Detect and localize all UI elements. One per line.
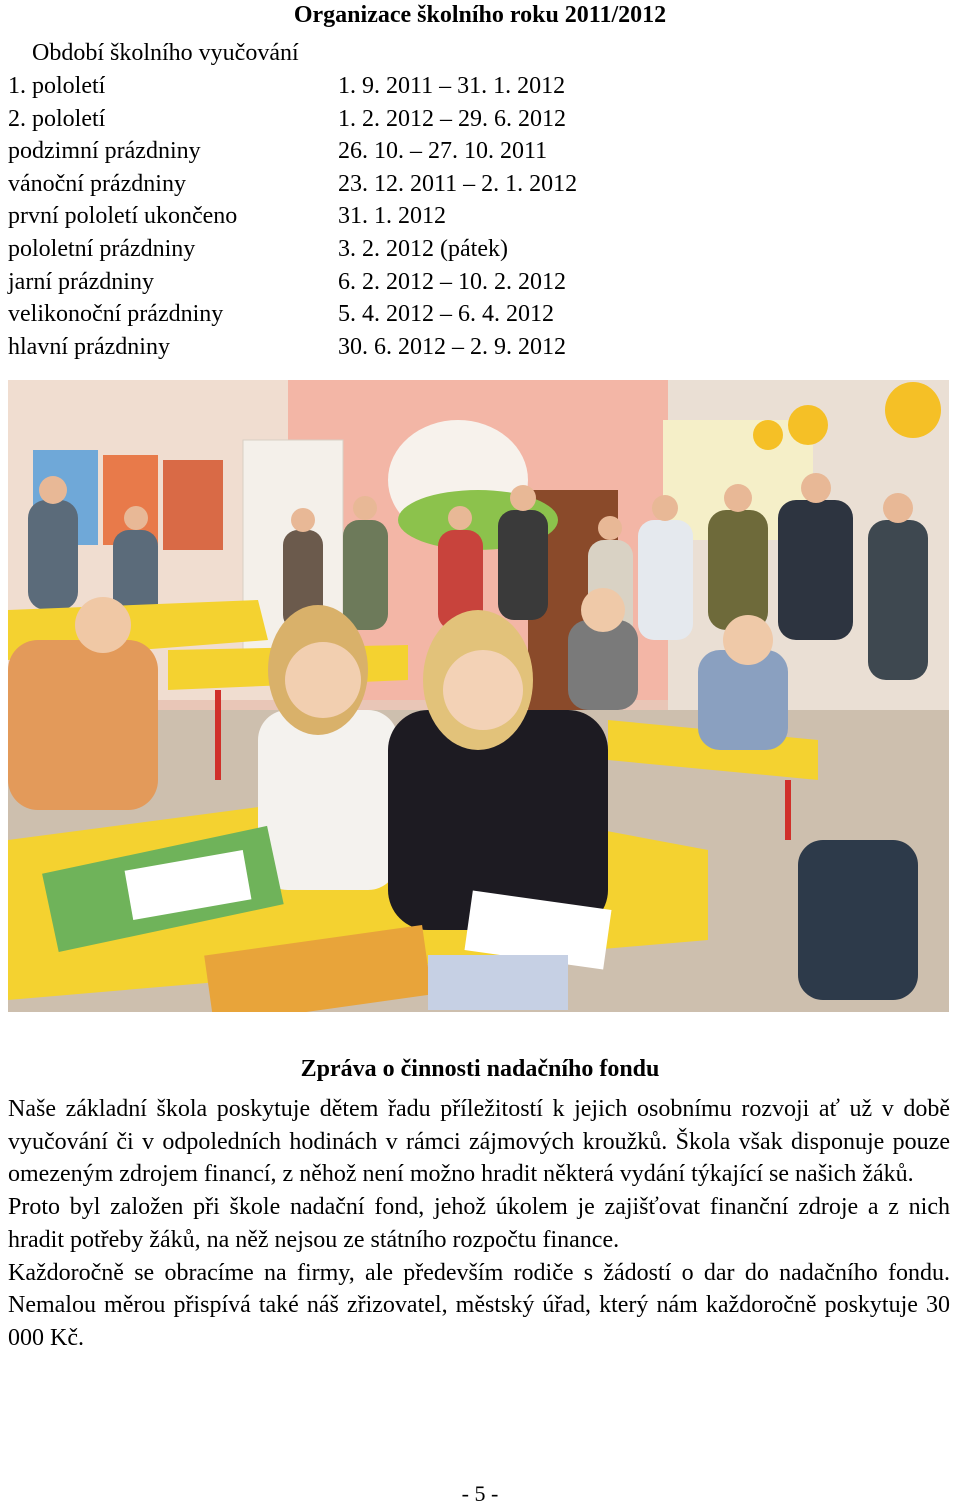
paragraph: Naše základní škola poskytuje dětem řadu příležitostí k jejich osobnímu rozvoji ať už v době vyučování či v odpoledních hodinách v rámci zájmových kroužků. Škola však disponuje pouze omezeným zdrojem financí, z něhož není možno hradit některá vydání týkající se našich žáků. — [8, 1096, 950, 1188]
schedule-row: pololetní prázdniny 3. 2. 2012 (pátek) — [8, 235, 508, 262]
schedule-table — [8, 70, 708, 363]
schedule-row: jarní prázdniny 6. 2. 2012 – 10. 2. 2012 — [8, 268, 566, 295]
schedule-row: první pololetí ukončeno 31. 1. 2012 — [8, 203, 446, 230]
schedule-row: 2. pololetí 1. 2. 2012 – 29. 6. 2012 — [8, 105, 566, 132]
fund-heading: Zpráva o činnosti nadačního fondu — [300, 1056, 660, 1082]
schedule-row: vánoční prázdniny 23. 12. 2011 – 2. 1. 2012 — [8, 170, 578, 197]
schedule-row: 1. pololetí 1. 9. 2011 – 31. 1. 2012 — [8, 73, 566, 99]
page-title: Organizace školního roku 2011/2012 — [293, 2, 667, 28]
fund-text — [8, 1093, 950, 1355]
schedule-row: podzimní prázdniny 26. 10. – 27. 10. 2011 — [8, 138, 548, 165]
schedule-row: hlavní prázdniny 30. 6. 2012 – 2. 9. 2012 — [8, 333, 566, 360]
paragraph: Každoročně se obracíme na firmy, ale především rodiče s žádostí o dar do nadačního fondu. Nemalou měrou přispívá také náš zřizovatel, městský úřad, který nám každoročně poskytuje 30 000 Kč. — [8, 1259, 950, 1351]
page-number: - 5 - — [461, 1481, 499, 1506]
classroom-photo-illustration — [8, 380, 949, 1012]
paragraph: Proto byl založen při škole nadační fond, jehož úkolem je zajišťovat finanční zdroje a z nich hradit potřeby žáků, na něž nejsou ze státního rozpočtu finance. — [8, 1194, 950, 1253]
classroom-photo — [8, 380, 949, 1012]
schedule-row: velikonoční prázdniny 5. 4. 2012 – 6. 4. 2012 — [8, 301, 554, 328]
period-title: Období školního vyučování — [32, 40, 299, 66]
